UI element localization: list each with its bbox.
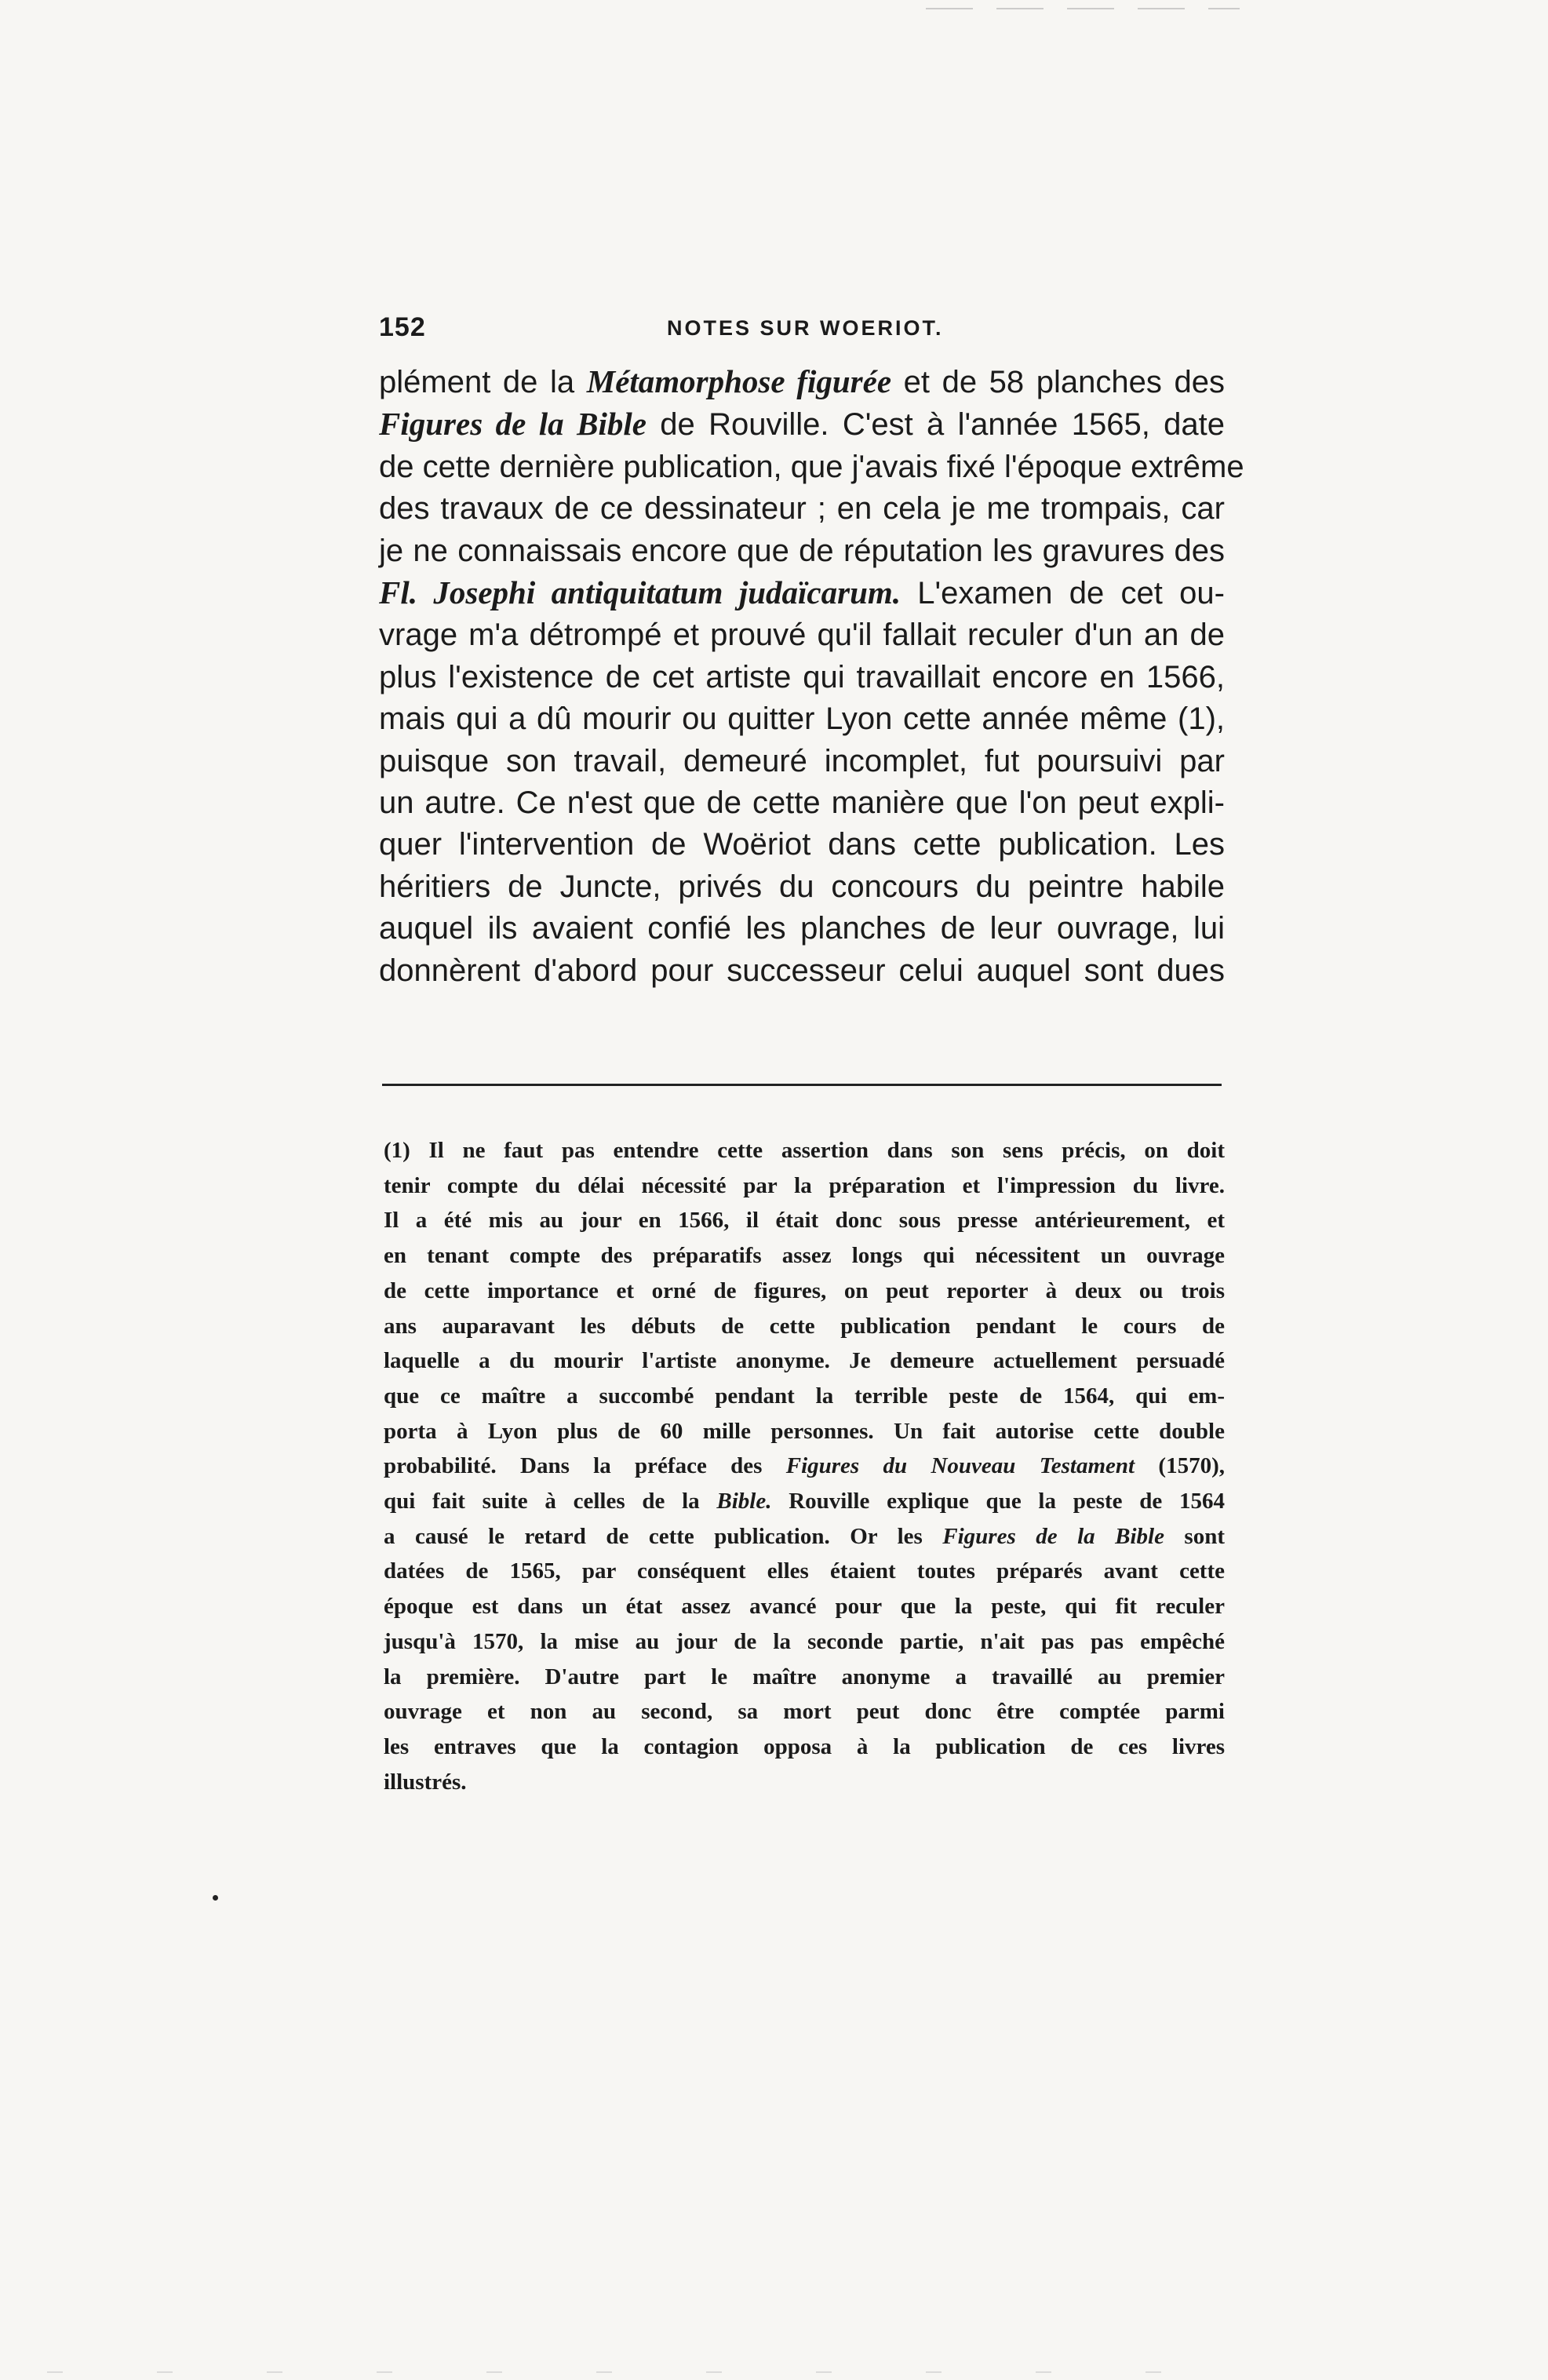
text-line: un autre. Ce n'est que de cette manière que l'on peut expli- [379,785,1225,821]
text-line [379,572,1225,614]
text-run: plément de la [379,365,587,399]
footnote [384,1133,1225,1799]
text-line: puisque son travail, demeuré incomplet, fut poursuivi par [379,743,1225,778]
italic-title: Bible. [716,1489,772,1514]
text-line: des travaux de ce dessinateur ; en cela je me trompais, car [379,491,1225,527]
footnote-line: la première. D'autre part le maître anonyme a travaillé au premier [384,1664,1225,1689]
text-line: vrage m'a détrompé et prouvé qu'il fallait reculer d'un an de [379,618,1225,653]
text-line [379,361,1225,403]
text-run: et de 58 planches des [891,365,1225,399]
footnote-line: les entraves que la contagion opposa à la publication de ces livres [384,1733,1225,1759]
footnote-line: (1) Il ne faut pas entendre cette assertion dans son sens précis, on doit [384,1138,1225,1163]
scan-edge-mark [926,8,1240,9]
footnote-line [384,1519,1225,1554]
footnote-line: datées de 1565, par conséquent elles étaient toutes préparés avant cette [384,1558,1225,1584]
text-run: qui fait suite à celles de la [384,1489,717,1514]
text-run: a causé le retard de cette publication. Or les [384,1523,943,1549]
text-run: probabilité. Dans la préface des [384,1453,786,1479]
text-line: je ne connaissais encore que de réputation les gravures des [379,533,1225,568]
footnote-line: porta à Lyon plus de 60 mille personnes. Un fait autorise cette double [384,1418,1225,1444]
footnote-line: en tenant compte des préparatifs assez longs qui nécessitent un ouvrage [384,1243,1225,1269]
text-run: L'examen de cet ou- [901,576,1225,611]
text-run: sont [1164,1523,1226,1549]
text-line: plus l'existence de cet artiste qui travaillait encore en 1566, [379,659,1225,694]
text-line: héritiers de Juncte, privés du concours du peintre habile [379,869,1225,904]
text-run: de Rouville. C'est à l'année 1565, date [646,407,1225,443]
italic-title: Figures de la Bible [379,406,647,443]
text-run: Rouville explique que la peste de 1564 [771,1489,1225,1514]
footnote-line: de cette importance et orné de figures, on peut reporter à deux ou trois [384,1277,1225,1303]
italic-title: Figures de la Bible [942,1523,1164,1549]
italic-title: Métamorphose figurée [586,363,892,399]
running-title: NOTES SUR WOERIOT. [667,316,944,340]
text-line [379,403,1225,446]
body-text [379,361,1244,992]
text-line: mais qui a dû mourir ou quitter Lyon cette année même (1), [379,702,1225,737]
page-number: 152 [379,312,426,342]
footnote-line: tenir compte du délai nécessité par la préparation et l'impression du livre. [384,1172,1225,1198]
footnote-separator [382,1084,1222,1086]
text-run: (1570), [1135,1453,1225,1479]
footnote-line: illustrés. [384,1769,467,1795]
italic-title: Figures du Nouveau Testament [785,1453,1135,1479]
scan-edge-mark [47,2371,1224,2373]
footnote-line: laquelle a du mourir l'artiste anonyme. Je demeure actuellement persuadé [384,1348,1225,1374]
footnote-line: époque est dans un état assez avancé pour que la peste, qui fit reculer [384,1594,1225,1620]
page-header [379,312,1225,344]
footnote-line: jusqu'à 1570, la mise au jour de la seconde partie, n'ait pas pas empêché [384,1628,1225,1654]
footnote-line: ans auparavant les débuts de cette publication pendant le cours de [384,1313,1225,1339]
footnote-line: que ce maître a succombé pendant la terrible peste de 1564, qui em- [384,1383,1225,1409]
footnote-line: Il a été mis au jour en 1566, il était donc sous presse antérieurement, et [384,1208,1225,1234]
footnote-line [384,1449,1225,1484]
footnote-line [384,1484,1225,1519]
italic-title: Fl. Josephi antiquitatum judaïcarum. [379,574,901,611]
text-line: de cette dernière publication, que j'avais fixé l'époque extrême [379,449,1244,484]
text-line: donnèrent d'abord pour successeur celui auquel sont dues [379,953,1225,988]
text-line: quer l'intervention de Woëriot dans cette publication. Les [379,827,1225,862]
text-line: auquel ils avaient confié les planches de leur ouvrage, lui [379,911,1225,946]
footnote-line: ouvrage et non au second, sa mort peut donc être comptée parmi [384,1699,1225,1725]
ink-speck [213,1895,218,1901]
